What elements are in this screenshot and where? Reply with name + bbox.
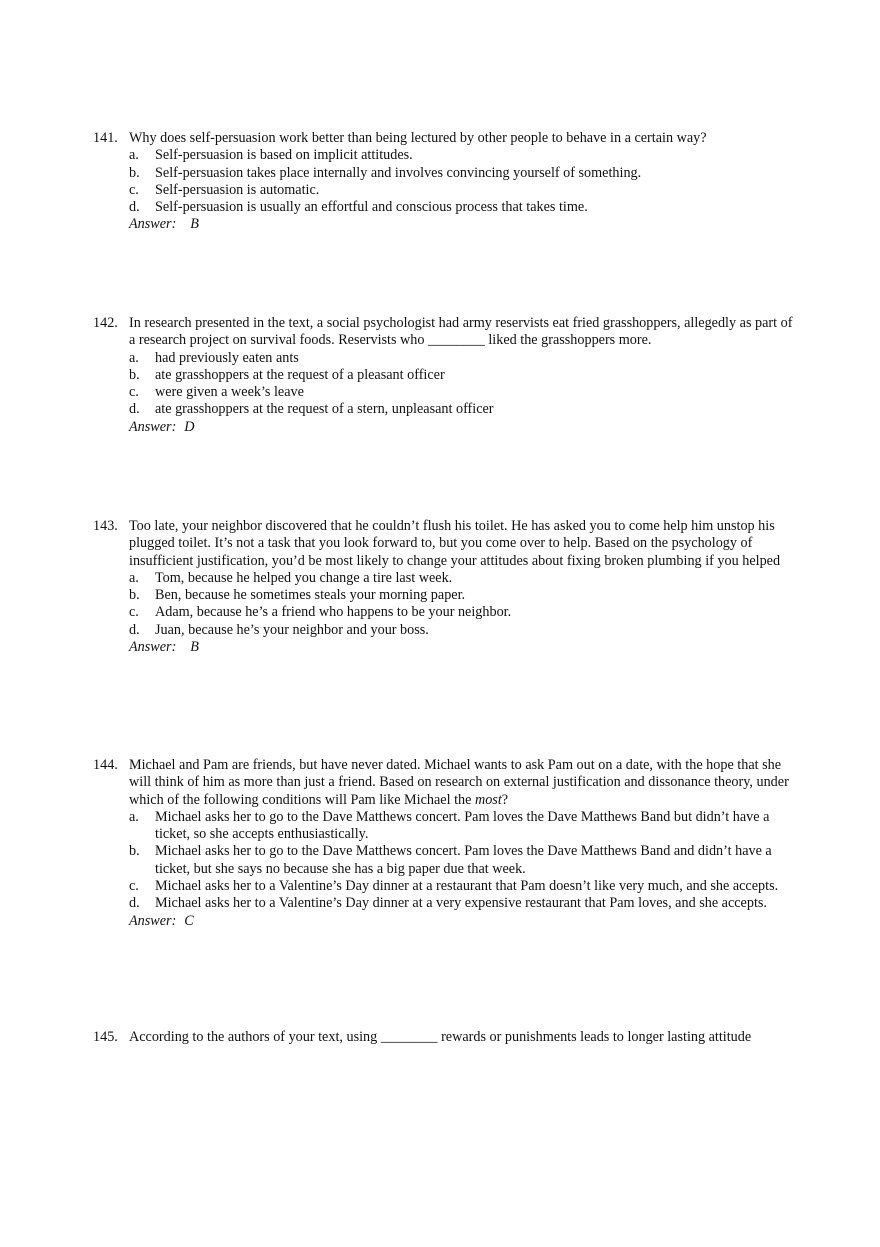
option-c: [93, 878, 793, 895]
option-a: [93, 809, 793, 844]
question-141: [93, 130, 793, 234]
option-a: [93, 570, 793, 587]
option-letter: c.: [129, 384, 139, 401]
answer-line: [93, 639, 793, 656]
option-letter: b.: [129, 366, 140, 383]
question-number: 143.: [93, 518, 118, 534]
question-stem: [93, 1029, 793, 1046]
question-stem: [93, 315, 793, 350]
answer-label: Answer:: [129, 912, 177, 929]
option-d: [93, 895, 793, 912]
option-a: [93, 350, 793, 367]
option-text: Ben, because he sometimes steals your morning paper.: [155, 587, 466, 604]
option-text: were given a week’s leave: [155, 384, 304, 401]
option-text: Adam, because he’s a friend who happens to be your neighbor.: [155, 604, 512, 621]
option-c: [93, 182, 793, 199]
option-letter: a.: [129, 569, 139, 586]
option-letter: c.: [129, 604, 139, 621]
option-c: [93, 604, 793, 621]
answer-label: Answer:: [129, 216, 177, 233]
question-text: Michael and Pam are friends, but have never dated. Michael wants to ask Pam out on a date, with the hope that she will think of him as more than just a friend. Based on research on external justification and dissonance theory, under which of the following conditions will Pam like Michael the: [129, 757, 789, 808]
option-b: [93, 843, 793, 878]
option-b: [93, 587, 793, 604]
answer-line: [93, 216, 793, 233]
option-d: [93, 401, 793, 418]
option-text: ate grasshoppers at the request of a stern, unpleasant officer: [155, 401, 494, 418]
option-b: [93, 367, 793, 384]
option-text: Michael asks her to go to the Dave Matthews concert. Pam loves the Dave Matthews Band but didn’t have a ticket, so she accepts enthusiastically.: [155, 808, 770, 843]
option-text: Self-persuasion is usually an effortful and conscious process that takes time.: [155, 199, 588, 216]
option-letter: a.: [129, 147, 139, 164]
option-text: Michael asks her to a Valentine’s Day dinner at a very expensive restaurant that Pam loves, and she accepts.: [155, 895, 767, 912]
option-letter: b.: [129, 843, 140, 860]
question-text-end: ?: [501, 791, 509, 808]
option-letter: c.: [129, 878, 139, 895]
option-text: Tom, because he helped you change a tire last week.: [155, 569, 453, 586]
option-letter: d.: [129, 199, 140, 216]
answer-line: [93, 419, 793, 436]
question-144: [93, 757, 793, 930]
answer-value: B: [190, 216, 199, 233]
question-stem: [93, 130, 793, 147]
option-text: Michael asks her to a Valentine’s Day dinner at a restaurant that Pam doesn’t like very much, and she accepts.: [155, 878, 779, 895]
question-stem: [93, 518, 793, 570]
question-number: 142.: [93, 315, 118, 331]
question-stem: [93, 757, 793, 809]
option-letter: d.: [129, 401, 140, 418]
answer-label: Answer:: [129, 639, 177, 656]
question-143: [93, 518, 793, 656]
question-text: In research presented in the text, a social psychologist had army reservists eat fried grasshoppers, allegedly as part of a research project on survival foods. Reservists who ________ liked the grasshoppers more.: [129, 315, 793, 349]
question-text: Too late, your neighbor discovered that he couldn’t flush his toilet. He has asked you to come help him unstop his plugged toilet. It’s not a task that you look forward to, but you come over to help. Based on the psychology of insufficient justification, you’d be most likely to change your attitudes about fixing broken plumbing if you helped: [129, 518, 781, 569]
answer-value: B: [190, 639, 199, 656]
option-letter: b.: [129, 587, 140, 604]
option-letter: b.: [129, 164, 140, 181]
answer-label: Answer:: [129, 418, 177, 435]
option-b: [93, 165, 793, 182]
option-letter: c.: [129, 181, 139, 198]
option-text: ate grasshoppers at the request of a pleasant officer: [155, 366, 445, 383]
option-letter: d.: [129, 621, 140, 638]
option-text: Self-persuasion is based on implicit attitudes.: [155, 147, 413, 164]
question-number: 141.: [93, 130, 118, 146]
option-letter: d.: [129, 895, 140, 912]
option-letter: a.: [129, 349, 139, 366]
question-number: 145.: [93, 1029, 118, 1045]
answer-line: [93, 913, 793, 930]
option-d: [93, 622, 793, 639]
option-text: Juan, because he’s your neighbor and your boss.: [155, 621, 429, 638]
question-text: Why does self-persuasion work better than being lectured by other people to behave in a certain way?: [129, 130, 707, 146]
option-a: [93, 147, 793, 164]
option-text: Self-persuasion takes place internally and involves convincing yourself of something.: [155, 164, 642, 181]
option-text: Michael asks her to go to the Dave Matthews concert. Pam loves the Dave Matthews Band and didn’t have a ticket, but she says no because she has a big paper due that week.: [155, 843, 772, 877]
answer-value: C: [184, 912, 194, 929]
option-text: Self-persuasion is automatic.: [155, 181, 320, 198]
question-145: [93, 1029, 793, 1046]
question-number: 144.: [93, 757, 118, 773]
option-text: had previously eaten ants: [155, 349, 299, 366]
option-c: [93, 384, 793, 401]
question-emphasis: most: [474, 791, 502, 808]
question-text: According to the authors of your text, using ________ rewards or punishments leads to longer lasting attitude: [129, 1029, 752, 1045]
option-letter: a.: [129, 808, 139, 825]
answer-value: D: [184, 418, 195, 435]
option-d: [93, 199, 793, 216]
question-142: [93, 315, 793, 436]
